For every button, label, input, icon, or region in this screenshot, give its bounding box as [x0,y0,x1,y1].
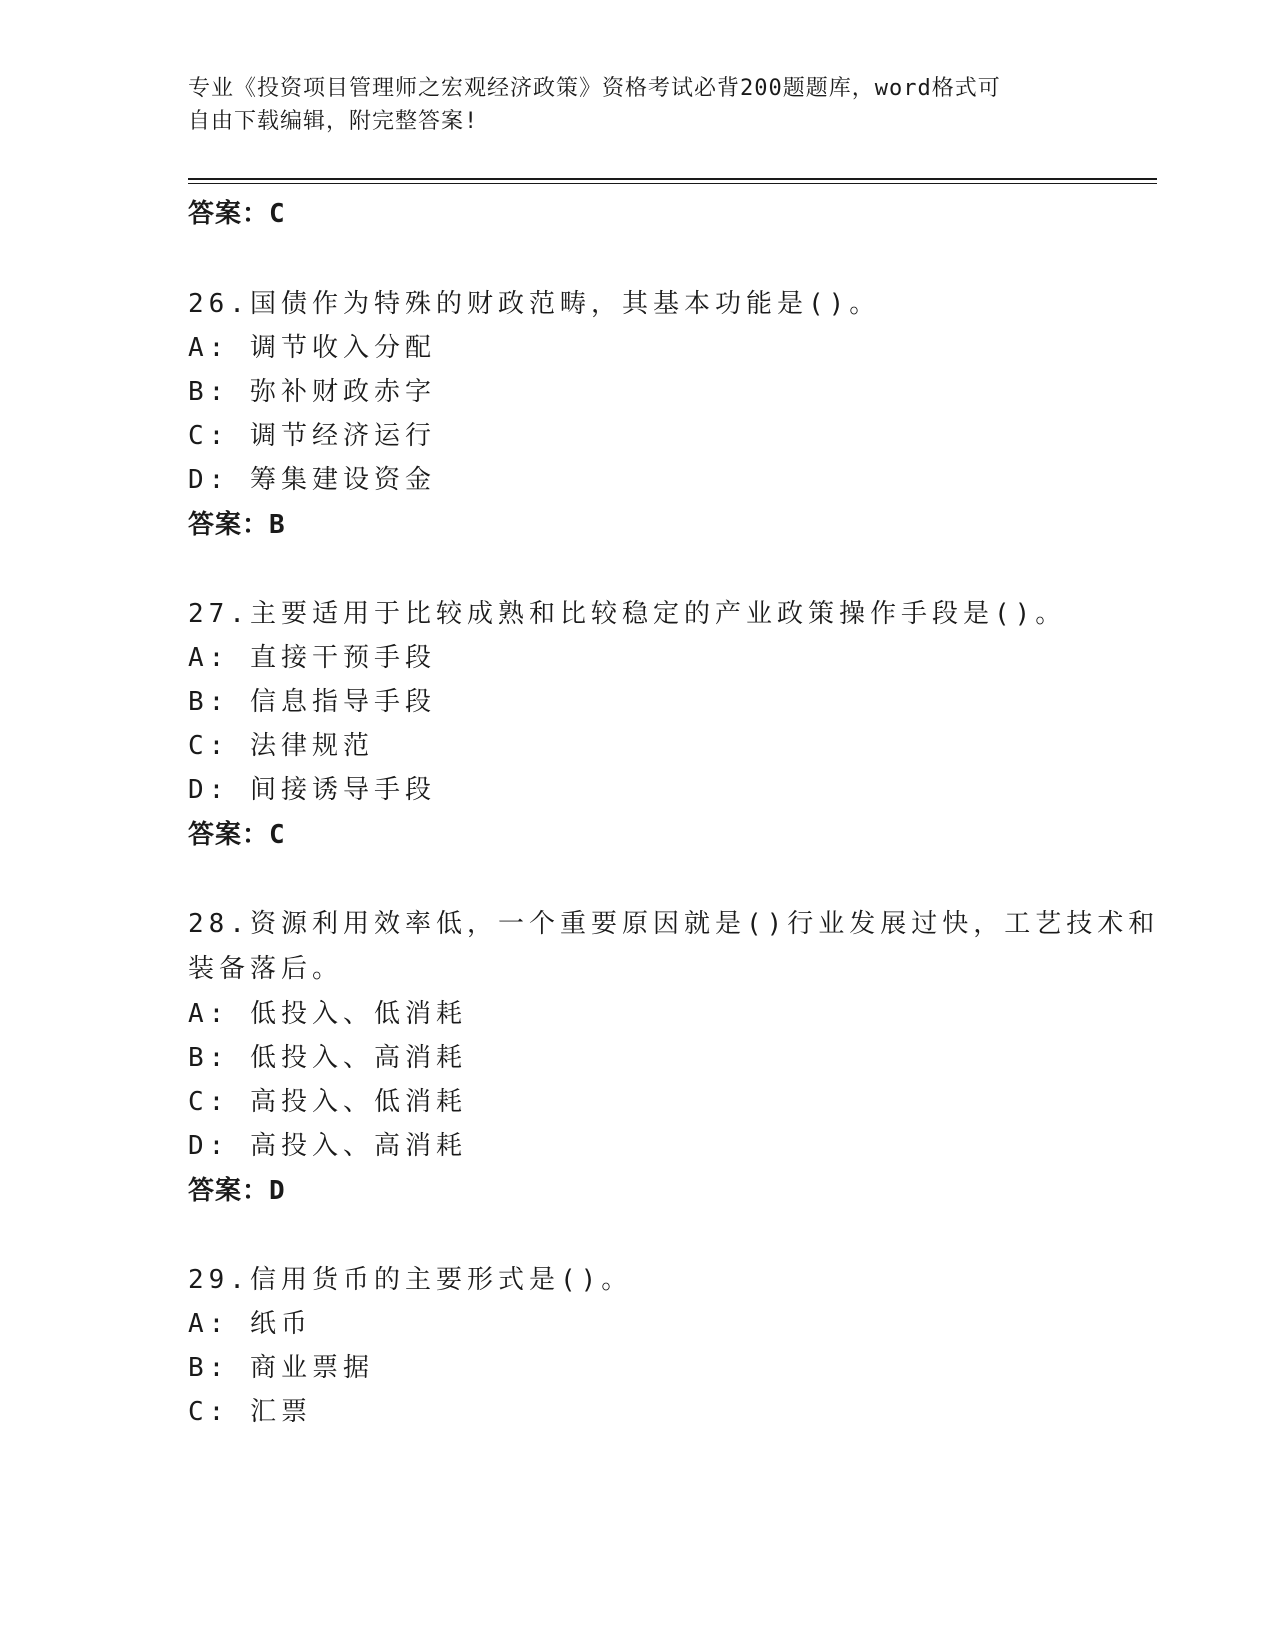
option-c: C: 法律规范 [188,731,374,761]
option-c: C: 调节经济运行 [188,421,436,451]
option-d: D: 筹集建设资金 [188,465,436,495]
question-stem: 26.国债作为特殊的财政范畴，其基本功能是()。 [188,289,881,319]
answer-prev: 答案：C [188,199,286,229]
question-stem: 29.信用货币的主要形式是()。 [188,1265,633,1295]
option-d: D: 高投入、高消耗 [188,1131,467,1161]
option-a: A: 低投入、低消耗 [188,999,467,1029]
header-line-2: 自由下载编辑，附完整答案! [188,109,479,134]
option-b: B: 低投入、高消耗 [188,1043,467,1073]
option-b: B: 弥补财政赤字 [188,377,436,407]
question-stem: 27.主要适用于比较成熟和比较稳定的产业政策操作手段是()。 [188,599,1067,629]
option-b: B: 商业票据 [188,1353,374,1383]
answer: 答案：C [188,820,286,850]
option-b: B: 信息指导手段 [188,687,436,717]
option-a: A: 直接干预手段 [188,643,436,673]
question-stem-line-2: 装备落后。 [188,954,344,984]
header-line-1: 专业《投资项目管理师之宏观经济政策》资格考试必背200题题库，word格式可 [188,76,1001,101]
option-a: A: 纸币 [188,1309,312,1339]
option-c: C: 高投入、低消耗 [188,1087,467,1117]
document-header [188,72,1088,138]
option-c: C: 汇票 [188,1397,312,1427]
answer: 答案：B [188,510,286,540]
header-divider-thick [188,178,1157,180]
question-stem-line-1: 28.资源利用效率低，一个重要原因就是()行业发展过快，工艺技术和 [188,909,1160,939]
header-divider-thin [188,183,1157,184]
option-d: D: 间接诱导手段 [188,775,436,805]
option-a: A: 调节收入分配 [188,333,436,363]
answer: 答案：D [188,1176,286,1206]
